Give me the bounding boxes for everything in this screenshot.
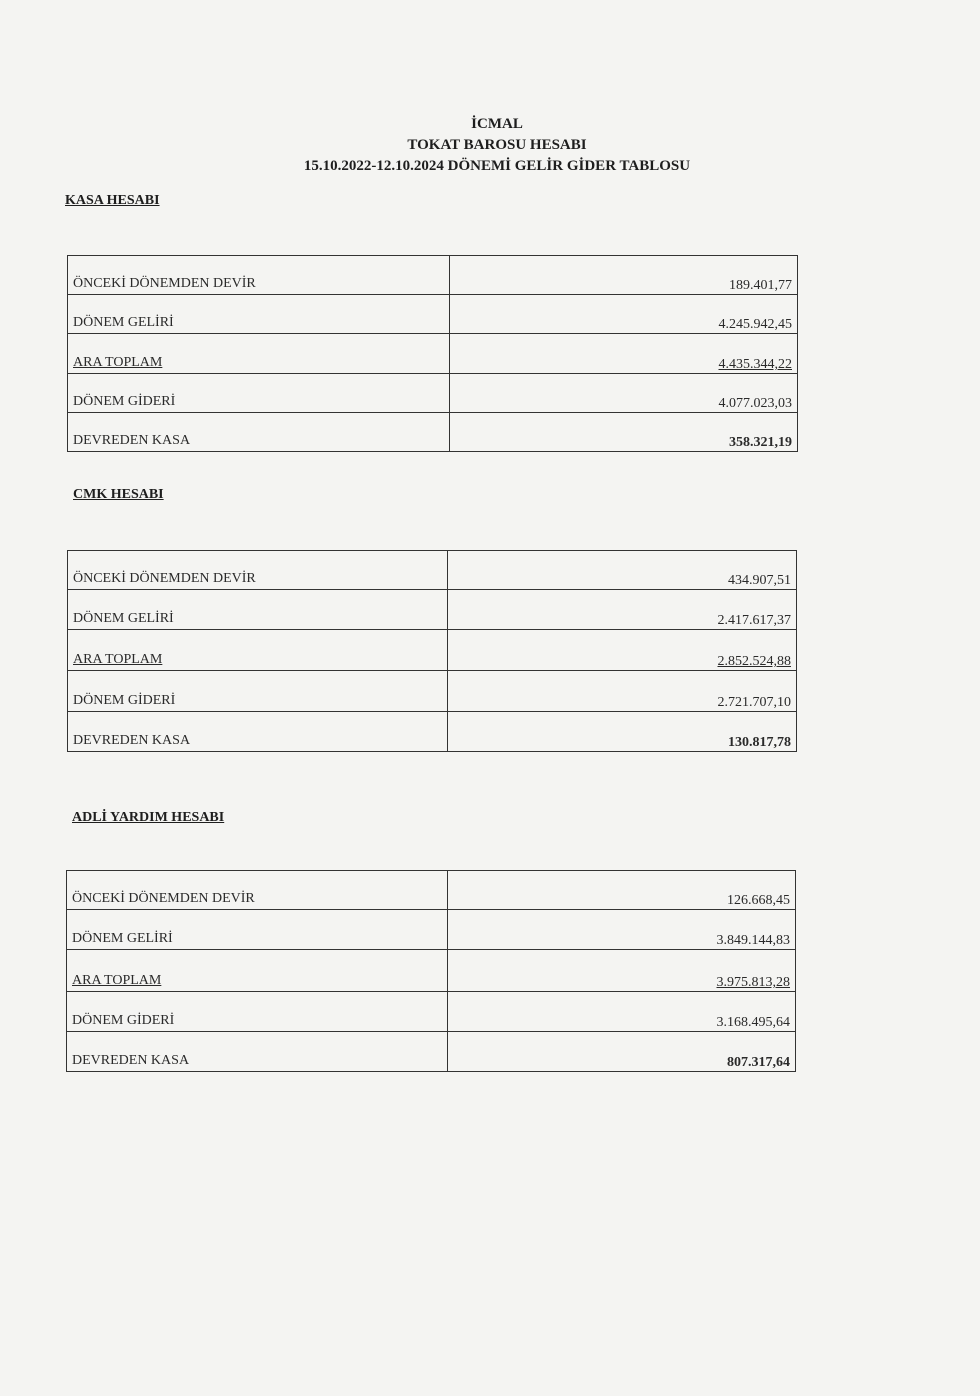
row-value: 4.077.023,03: [450, 374, 798, 413]
table-row: [68, 630, 797, 671]
table-row: [67, 950, 796, 992]
document-header: [0, 114, 980, 177]
row-label: ÖNCEKİ DÖNEMDEN DEVİR: [67, 871, 448, 910]
row-value: 2.721.707,10: [448, 671, 797, 712]
row-label: ÖNCEKİ DÖNEMDEN DEVİR: [68, 256, 450, 295]
row-value: 189.401,77: [450, 256, 798, 295]
table-row: [68, 256, 798, 295]
table-row: [67, 992, 796, 1032]
row-label: DÖNEM GELİRİ: [68, 590, 448, 630]
row-label: DEVREDEN KASA: [67, 1032, 448, 1072]
row-value: 3.975.813,28: [448, 950, 796, 992]
adli-yardim-table: [66, 870, 796, 1072]
section-title-adli-yardim: ADLİ YARDIM HESABI: [72, 810, 225, 825]
document-title: İCMAL: [471, 116, 523, 132]
table-row: [67, 871, 796, 910]
table-row: [67, 910, 796, 950]
table-row: [68, 590, 797, 630]
row-label: ARA TOPLAM: [67, 950, 448, 992]
table-row: [68, 374, 798, 413]
row-label: DÖNEM GİDERİ: [68, 671, 448, 712]
table-row: [68, 413, 798, 452]
row-label: DÖNEM GİDERİ: [68, 374, 450, 413]
document-period: 15.10.2022-12.10.2024 DÖNEMİ GELİR GİDER TABLOSU: [303, 158, 691, 174]
row-label: ÖNCEKİ DÖNEMDEN DEVİR: [68, 551, 448, 590]
row-value: 3.849.144,83: [448, 910, 796, 950]
row-label: DEVREDEN KASA: [68, 413, 450, 452]
row-value: 434.907,51: [448, 551, 797, 590]
row-label: DÖNEM GELİRİ: [67, 910, 448, 950]
section-title-kasa: KASA HESABI: [65, 193, 160, 208]
table-row: [68, 334, 798, 374]
row-value: 807.317,64: [448, 1032, 796, 1072]
table-row: [68, 712, 797, 752]
row-label: DÖNEM GELİRİ: [68, 295, 450, 334]
table-row: [68, 295, 798, 334]
kasa-table: [67, 255, 798, 452]
row-label: ARA TOPLAM: [68, 334, 450, 374]
row-value: 4.435.344,22: [450, 334, 798, 374]
section-title-cmk: CMK HESABI: [73, 487, 164, 502]
table-row: [67, 1032, 796, 1072]
row-label: ARA TOPLAM: [68, 630, 448, 671]
document-subtitle: TOKAT BAROSU HESABI: [407, 137, 587, 153]
table-row: [68, 671, 797, 712]
row-value: 2.417.617,37: [448, 590, 797, 630]
table-row: [68, 551, 797, 590]
cmk-table: [67, 550, 797, 752]
row-label: DEVREDEN KASA: [68, 712, 448, 752]
row-label: DÖNEM GİDERİ: [67, 992, 448, 1032]
row-value: 3.168.495,64: [448, 992, 796, 1032]
row-value: 126.668,45: [448, 871, 796, 910]
row-value: 358.321,19: [450, 413, 798, 452]
row-value: 4.245.942,45: [450, 295, 798, 334]
row-value: 130.817,78: [448, 712, 797, 752]
row-value: 2.852.524,88: [448, 630, 797, 671]
